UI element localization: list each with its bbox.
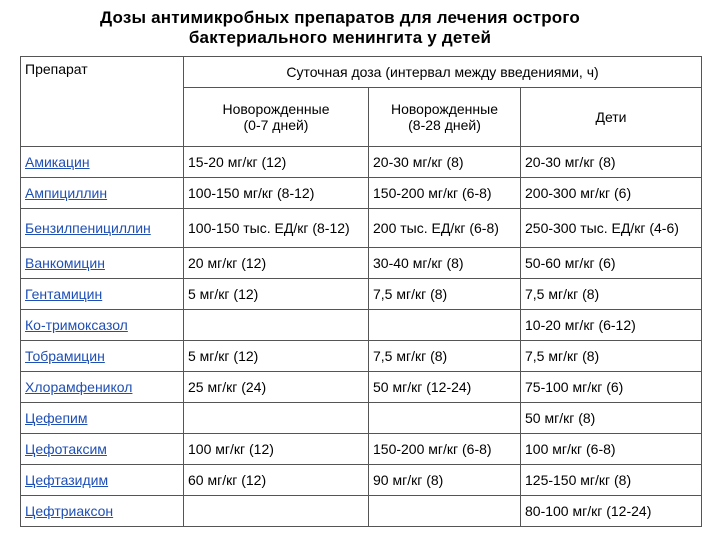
dose-newborn-0-7 bbox=[184, 496, 369, 527]
table-row bbox=[21, 465, 702, 496]
table-row bbox=[21, 279, 702, 310]
header-newborn-8-28-line1: Новорожденные bbox=[390, 101, 498, 117]
dose-newborn-0-7: 5 мг/кг (12) bbox=[184, 341, 369, 372]
drug-link[interactable]: Тобрамицин bbox=[21, 341, 184, 372]
drug-link[interactable]: Ванкомицин bbox=[21, 248, 184, 279]
dose-newborn-8-28: 7,5 мг/кг (8) bbox=[369, 341, 521, 372]
table-row bbox=[21, 310, 702, 341]
header-newborn-0-7-line1: Новорожденные bbox=[222, 101, 330, 117]
table-row bbox=[21, 372, 702, 403]
header-newborn-8-28 bbox=[369, 88, 521, 147]
header-drug: Препарат bbox=[21, 57, 184, 147]
dose-children: 250-300 тыс. ЕД/кг (4-6) bbox=[521, 209, 702, 248]
drug-link[interactable]: Бензилпенициллин bbox=[21, 209, 184, 248]
dose-children: 100 мг/кг (6-8) bbox=[521, 434, 702, 465]
dose-newborn-0-7: 100-150 мг/кг (8-12) bbox=[184, 178, 369, 209]
table-row bbox=[21, 403, 702, 434]
dose-newborn-0-7: 100 мг/кг (12) bbox=[184, 434, 369, 465]
drug-link[interactable]: Гентамицин bbox=[21, 279, 184, 310]
table-row bbox=[21, 248, 702, 279]
table-row bbox=[21, 341, 702, 372]
dose-newborn-8-28: 90 мг/кг (8) bbox=[369, 465, 521, 496]
dose-children: 20-30 мг/кг (8) bbox=[521, 147, 702, 178]
table-row bbox=[21, 434, 702, 465]
dose-children: 7,5 мг/кг (8) bbox=[521, 279, 702, 310]
drug-link[interactable]: Цефтриаксон bbox=[21, 496, 184, 527]
dose-newborn-8-28: 30-40 мг/кг (8) bbox=[369, 248, 521, 279]
dose-newborn-0-7: 60 мг/кг (12) bbox=[184, 465, 369, 496]
dose-newborn-0-7: 20 мг/кг (12) bbox=[184, 248, 369, 279]
drug-link[interactable]: Хлорамфеникол bbox=[21, 372, 184, 403]
header-daily-dose: Суточная доза (интервал между введениями, ч) bbox=[184, 57, 702, 88]
drug-link[interactable]: Ко-тримоксазол bbox=[21, 310, 184, 341]
dose-newborn-8-28: 20-30 мг/кг (8) bbox=[369, 147, 521, 178]
dose-newborn-0-7: 15-20 мг/кг (12) bbox=[184, 147, 369, 178]
dose-children: 50 мг/кг (8) bbox=[521, 403, 702, 434]
dose-children: 75-100 мг/кг (6) bbox=[521, 372, 702, 403]
dosage-table bbox=[20, 56, 702, 527]
dose-newborn-8-28: 200 тыс. ЕД/кг (6-8) bbox=[369, 209, 521, 248]
dose-children: 7,5 мг/кг (8) bbox=[521, 341, 702, 372]
dose-newborn-0-7: 5 мг/кг (12) bbox=[184, 279, 369, 310]
header-children: Дети bbox=[521, 88, 702, 147]
document-title bbox=[0, 8, 680, 48]
table-row bbox=[21, 209, 702, 248]
dose-newborn-8-28 bbox=[369, 403, 521, 434]
dose-newborn-8-28 bbox=[369, 496, 521, 527]
drug-link[interactable]: Амикацин bbox=[21, 147, 184, 178]
dose-children: 80-100 мг/кг (12-24) bbox=[521, 496, 702, 527]
dose-children: 125-150 мг/кг (8) bbox=[521, 465, 702, 496]
title-line-1: Дозы антимикробных препаратов для лечения острого bbox=[99, 8, 581, 27]
table-row bbox=[21, 147, 702, 178]
drug-link[interactable]: Цефотаксим bbox=[21, 434, 184, 465]
table-row bbox=[21, 178, 702, 209]
header-newborn-0-7 bbox=[184, 88, 369, 147]
table-row bbox=[21, 496, 702, 527]
dose-newborn-8-28: 50 мг/кг (12-24) bbox=[369, 372, 521, 403]
dose-newborn-0-7: 25 мг/кг (24) bbox=[184, 372, 369, 403]
dose-newborn-8-28: 7,5 мг/кг (8) bbox=[369, 279, 521, 310]
drug-link[interactable]: Цефепим bbox=[21, 403, 184, 434]
drug-link[interactable]: Ампициллин bbox=[21, 178, 184, 209]
dose-newborn-8-28: 150-200 мг/кг (6-8) bbox=[369, 178, 521, 209]
dose-children: 10-20 мг/кг (6-12) bbox=[521, 310, 702, 341]
title-line-2: бактериального менингита у детей bbox=[188, 28, 492, 47]
header-newborn-0-7-line2: (0-7 дней) bbox=[243, 117, 309, 133]
header-newborn-8-28-line2: (8-28 дней) bbox=[408, 117, 481, 133]
drug-link[interactable]: Цефтазидим bbox=[21, 465, 184, 496]
dose-children: 50-60 мг/кг (6) bbox=[521, 248, 702, 279]
dose-children: 200-300 мг/кг (6) bbox=[521, 178, 702, 209]
dose-newborn-8-28: 150-200 мг/кг (6-8) bbox=[369, 434, 521, 465]
dose-newborn-0-7 bbox=[184, 403, 369, 434]
dose-newborn-0-7 bbox=[184, 310, 369, 341]
dose-newborn-0-7: 100-150 тыс. ЕД/кг (8-12) bbox=[184, 209, 369, 248]
dose-newborn-8-28 bbox=[369, 310, 521, 341]
